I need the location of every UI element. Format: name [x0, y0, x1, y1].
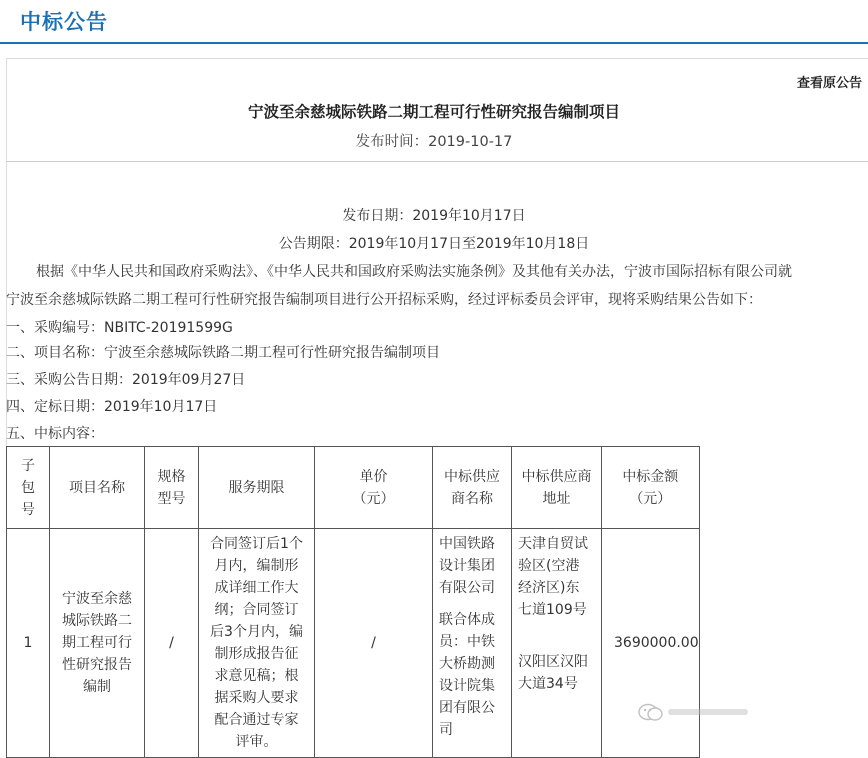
- project-title: 宁波至余慈城际铁路二期工程可行性研究报告编制项目: [247, 103, 620, 121]
- content-frame-top: [6, 58, 868, 59]
- header-unit-price: 单价 （元）: [315, 447, 433, 529]
- cell-supplier-name: 中国铁路 设计集团 有限公司 联合体成 员：中铁 大桥勘测 设计院集 团有限公 司: [433, 529, 512, 758]
- cell-service-period: 合同签订后1个 月内，编制形 成详细工作大 纲；合同签订 后3个月内，编 制形成报告征 求意见稿；根 据采购人要求 配合通过专家 评审。: [199, 529, 315, 758]
- cell-project-name: 宁波至余慈 城际铁路二 期工程可行 性研究报告 编制: [50, 529, 145, 758]
- cell-supplier-address: 天津自贸试 验区(空港 经济区)东 七道109号 汉阳区汉阳 大道34号: [512, 529, 602, 758]
- page-header-title: 中标公告: [20, 10, 108, 34]
- intro-paragraph-line-2: 宁波至余慈城际铁路二期工程可行性研究报告编制项目进行公开招标采购，经过评标委员会评审，现将采购结果公告如下：: [6, 292, 762, 308]
- procurement-number: 一、采购编号：NBITC-20191599G: [6, 320, 233, 336]
- intro-paragraph-line-1: 根据《中华人民共和国政府采购法》、《中华人民共和国政府采购法实施条例》及其他有关办法，宁波市国际招标有限公司就: [36, 264, 792, 280]
- title-divider: [6, 161, 868, 162]
- cell-unit-price: /: [315, 529, 433, 758]
- award-table: [6, 446, 700, 758]
- header-divider: [0, 42, 868, 44]
- project-name: 二、项目名称：宁波至余慈城际铁路二期工程可行性研究报告编制项目: [6, 345, 440, 361]
- header-service-period: 服务期限: [199, 447, 315, 529]
- header-supplier-address: 中标供应商 地址: [512, 447, 602, 529]
- header-project-name: 项目名称: [50, 447, 145, 529]
- wechat-logo-icon: [638, 700, 758, 724]
- view-original-link[interactable]: 查看原公告: [796, 76, 862, 91]
- award-date: 四、定标日期：2019年10月17日: [6, 399, 218, 415]
- cell-award-amount: 3690000.00: [602, 529, 700, 758]
- cell-spec-model: /: [145, 529, 199, 758]
- procurement-notice-date: 三、采购公告日期：2019年09月27日: [6, 372, 246, 388]
- header-supplier-name: 中标供应 商名称: [433, 447, 512, 529]
- header-award-amount: 中标金额 （元）: [602, 447, 700, 529]
- notice-period: 公告期限：2019年10月17日至2019年10月18日: [278, 236, 590, 252]
- award-content-heading: 五、中标内容：: [6, 426, 104, 442]
- cell-package-no: 1: [7, 529, 50, 758]
- publish-date: 发布日期：2019年10月17日: [342, 208, 526, 224]
- table-header-row: [7, 447, 700, 529]
- table-row: [7, 529, 700, 758]
- publish-time: 发布时间：2019-10-17: [355, 134, 513, 150]
- header-spec-model: 规格 型号: [145, 447, 199, 529]
- header-package-no: 子 包 号: [7, 447, 50, 529]
